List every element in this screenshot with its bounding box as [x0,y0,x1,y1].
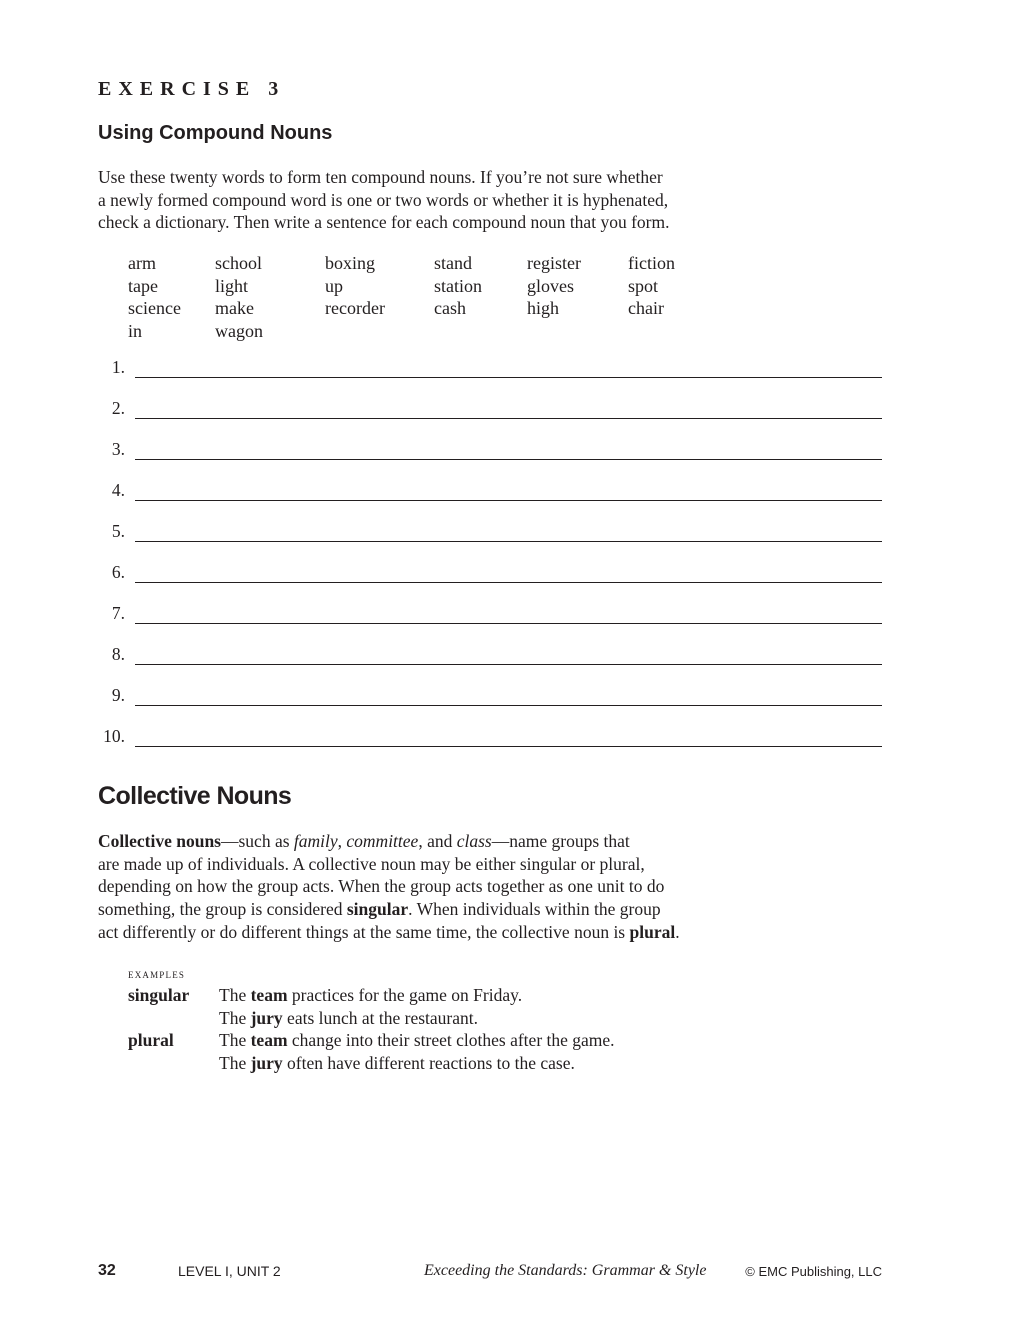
example-label: plural [128,1030,174,1050]
paragraph-line [98,898,778,921]
answer-line[interactable] [135,634,882,665]
page-number: 32 [98,1262,116,1279]
footer-book-title: Exceeding the Standards: Grammar & Style [424,1262,707,1279]
paragraph-line [98,830,778,853]
examples-label: examples [128,966,186,981]
example-sentence: The team practices for the game on Friday. [219,985,523,1005]
paragraph-text: act differently or do different things at the same time, the collective noun is [98,921,630,942]
word-bank-item: gloves [527,275,574,296]
answer-line[interactable] [135,470,882,501]
instructions-line: check a dictionary. Then write a sentence for each compound noun that you form. [98,212,670,233]
example-word: family [293,831,338,851]
answer-number: 2. [111,398,125,418]
answer-number: 7. [111,603,125,623]
word-bank-item: boxing [325,253,376,273]
example-word: class [456,831,492,851]
word-bank-item: stand [434,253,472,273]
answer-row [98,635,882,665]
paragraph-text: —such as [221,831,294,851]
footer-unit: LEVEL I, UNIT 2 [178,1263,281,1279]
word-bank-item: wagon [215,321,263,342]
answer-row [98,553,882,583]
answer-line[interactable] [135,511,882,542]
answer-line[interactable] [135,675,882,706]
answer-row [98,430,882,460]
word-bank-item: up [325,275,343,296]
word-bank-item: school [215,253,262,273]
word-bank-item: tape [128,275,158,296]
answer-line[interactable] [135,552,882,583]
page-footer [0,1262,1024,1284]
word-bank-item: register [527,253,581,273]
term-bold: Collective nouns [98,831,221,851]
section-heading: Collective Nouns [98,782,292,810]
word-bank-item: in [128,321,143,342]
word-bank-item: make [215,298,254,319]
example-sentence: The jury often have different reactions to the case. [219,1053,575,1073]
answer-row [98,594,882,624]
instructions-line: a newly formed compound word is one or two words or whether it is hyphenated, [98,189,669,210]
answer-number: 5. [111,521,125,541]
word-bank-item: light [215,275,249,296]
paragraph-text: —name groups that [491,831,630,851]
paragraph-line: are made up of individuals. A collective noun may be either singular or plural, [98,853,645,874]
example-sentence: The team change into their street clothes after the game. [219,1030,615,1050]
answer-number: 8. [111,644,125,664]
word-bank-item: recorder [325,298,385,319]
paragraph-text: , [337,831,347,851]
collective-nouns-paragraph [98,830,778,944]
word-bank-item: cash [434,298,466,319]
answer-number: 9. [111,685,125,705]
word-bank-item: chair [628,298,664,319]
answer-row [98,512,882,542]
paragraph-text: . [675,921,680,942]
exercise-label: EXERCISE 3 [98,78,286,100]
example-word: committee [346,831,419,851]
example-label: singular [128,985,190,1005]
answer-row [98,389,882,419]
instructions-line: Use these twenty words to form ten compound nouns. If you’re not sure whether [98,167,663,187]
answer-row [98,471,882,501]
answer-line[interactable] [135,388,882,419]
paragraph-line: depending on how the group acts. When the group acts together as one unit to do [98,876,665,897]
answer-number: 1. [111,357,125,377]
exercise-title: Using Compound Nouns [98,122,333,144]
answer-row [98,348,882,378]
answer-row [98,676,882,706]
paragraph-text: . When individuals within the group [408,899,661,920]
word-bank-item: spot [628,275,659,296]
word-bank-item: arm [128,253,156,273]
bold-term: plural [629,921,676,942]
paragraph-text: something, the group is considered [98,899,347,920]
word-bank-item: high [527,298,560,319]
example-sentence: The jury eats lunch at the restaurant. [219,1008,479,1028]
answer-line[interactable] [135,429,882,460]
footer-copyright: © EMC Publishing, LLC [745,1264,882,1279]
answer-number: 3. [111,439,125,459]
word-bank-item: science [128,298,181,319]
answer-line[interactable] [135,347,882,378]
instructions [98,166,758,234]
answer-number: 4. [111,480,125,500]
word-bank-item: fiction [628,253,675,273]
answer-line[interactable] [135,716,882,747]
bold-term: singular [346,899,409,920]
answer-line[interactable] [135,593,882,624]
paragraph-text: , and [418,831,457,851]
answer-row [98,717,882,747]
paragraph-line [98,921,778,944]
word-bank [128,252,728,344]
word-bank-item: station [434,275,482,296]
answer-number: 10. [103,726,125,746]
answer-number: 6. [111,562,125,582]
